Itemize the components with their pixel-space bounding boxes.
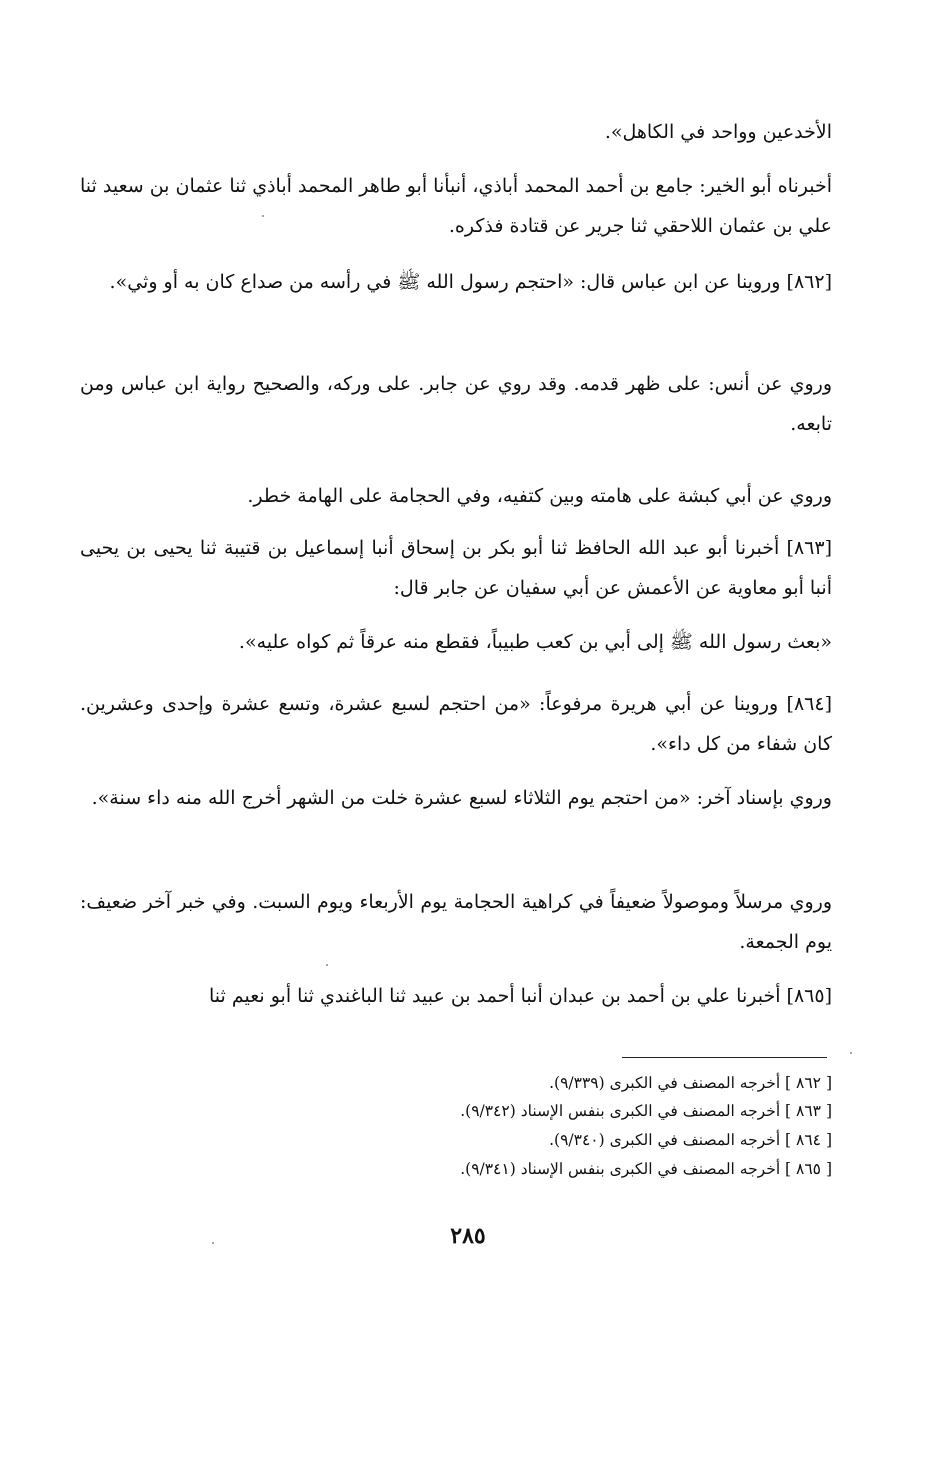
paragraph-abu-kabsha: وروي عن أبي كبشة على هامته وبين كتفيه، وفي الحجامة على الهامة خطر. (247, 485, 832, 507)
paragraph-864: [٨٦٤] وروينا عن أبي هريرة مرفوعاً: «من احتجم لسبع عشرة، وتسع عشرة وإحدى وعشرين. كان شفاء من كل داء». (80, 693, 832, 755)
footnote-865: [ ٨٦٥ ] أخرجه المصنف في الكبرى بنفس الإسناد (٩/٣٤١). (460, 1160, 832, 1178)
paragraph-mursal: وروي مرسلاً وموصولاً ضعيفاً في كراهية الحجامة يوم الأربعاء ويوم السبت. وفي خبر آخر ضعيف: يوم الجمعة. (80, 891, 832, 953)
paragraph-865: [٨٦٥] أخبرنا علي بن أحمد بن عبدان أنبا أحمد بن عبيد ثنا الباغندي ثنا أبو نعيم ثنا (209, 985, 832, 1007)
paragraph-863: [٨٦٣] أخبرنا أبو عبد الله الحافظ ثنا أبو بكر بن إسحاق أنبا إسماعيل بن قتيبة ثنا يحيى بن يحيى أنبا أبو معاوية عن الأعمش عن أبي سفيان عن جابر قال: (80, 537, 832, 599)
footnote-862: [ ٨٦٢ ] أخرجه المصنف في الكبرى (٩/٣٣٩). (549, 1074, 832, 1092)
scan-speck (262, 215, 264, 217)
scan-speck (326, 964, 328, 966)
page-number: ٢٨٥ (450, 1223, 486, 1249)
footnote-separator (622, 1057, 827, 1058)
footnote-863: [ ٨٦٣ ] أخرجه المصنف في الكبرى بنفس الإسناد (٩/٣٤٢). (460, 1102, 832, 1120)
paragraph-anas: وروي عن أنس: على ظهر قدمه. وقد روي عن جابر. على وركه، والصحيح رواية ابن عباس ومن تابعه. (80, 373, 832, 435)
paragraph-863-matn: «بعث رسول الله ﷺ إلى أبي بن كعب طبيباً، فقطع منه عرقاً ثم كواه عليه». (238, 631, 832, 653)
paragraph-continuation: الأخدعين وواحد في الكاهل». (604, 121, 832, 143)
paragraph-862: [٨٦٢] وروينا عن ابن عباس قال: «احتجم رسول الله ﷺ في رأسه من صداع كان به أو وثي». (109, 271, 832, 293)
paragraph-isnad: أخبرناه أبو الخير: جامع بن أحمد المحمد أباذي، أنبأنا أبو طاهر المحمد أباذي ثنا عثمان بن سعيد ثنا علي بن عثمان اللاحقي ثنا جرير عن قتادة فذكره. (80, 175, 832, 237)
scan-speck (850, 1052, 852, 1054)
paragraph-tuesday: وروي بإسناد آخر: «من احتجم يوم الثلاثاء لسبع عشرة خلت من الشهر أخرج الله منه داء سنة». (91, 787, 832, 809)
scan-speck (212, 1242, 214, 1244)
footnote-864: [ ٨٦٤ ] أخرجه المصنف في الكبرى (٩/٣٤٠). (549, 1131, 832, 1149)
